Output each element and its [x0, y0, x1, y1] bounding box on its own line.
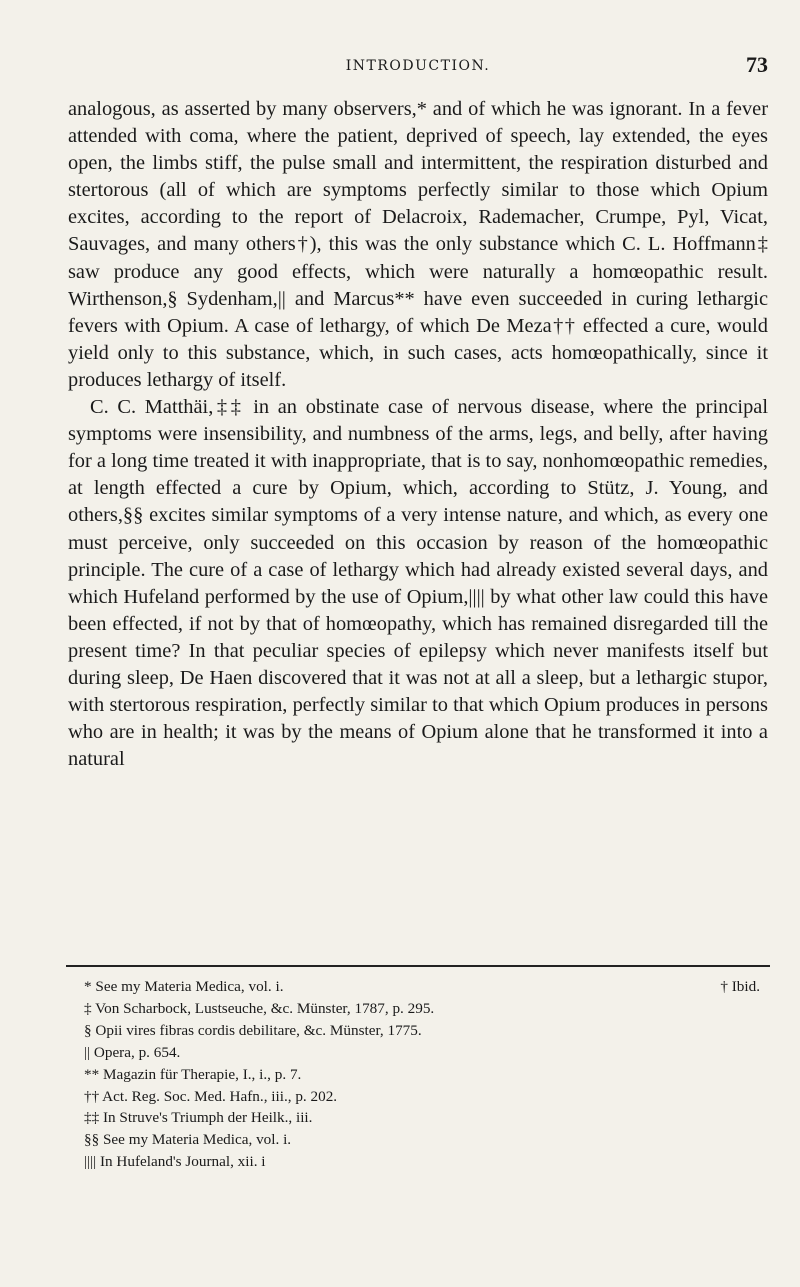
footnote-4: § Opii vires fibras cordis debilitare, &c. Münster, 1775.: [84, 1021, 422, 1039]
footnote-9: §§ See my Materia Medica, vol. i.: [84, 1131, 292, 1149]
running-title: INTRODUCTION.: [345, 58, 491, 74]
footnote-3: ‡ Von Scharbock, Lustseuche, &c. Münster, 1787, p. 295.: [84, 999, 435, 1017]
footnote-5: || Opera, p. 654.: [84, 1043, 181, 1061]
paragraph-2: C. C. Matthäi,‡‡ in an obstinate case of nervous disease, where the principal symptoms were insensibility, and numbness of the arms, legs, and belly, after having for a long time treated it with inappropriate, that is to say, nonhomœopathic remedies, at length effected a cure by Opium, which, according to Stütz, J. Young, and others,§§ excites similar symptoms of a very intense nature, and which, as every one must perceive, only succeeded on this occasion by reason of the homœopathic principle. The cure of a case of lethargy which had already existed several days, and which Hufeland performed by the use of Opium,|||| by what other law could this have been effected, if not by that of homœopathy, which has remained disregarded till the present time? In that peculiar species of epilepsy which never manifests itself but during sleep, De Haen discovered that it was not at all a sleep, but a lethargic stupor, with stertorous respiration, perfectly similar to that which Opium produces in persons who are in health; it was by the means of Opium alone that he transformed it into a natural: [68, 396, 768, 771]
footnote-1: [84, 976, 770, 998]
footnotes: [84, 976, 770, 1173]
footnote-divider: [66, 965, 770, 967]
page-header: [68, 52, 768, 82]
footnote-10: |||| In Hufeland's Journal, xii. i: [84, 1153, 266, 1171]
footnote-6: ** Magazin für Therapie, I., i., p. 7.: [84, 1065, 302, 1083]
page-number: 73: [746, 52, 768, 77]
body-text: [68, 96, 768, 773]
footnote-2-text: † Ibid.: [720, 978, 760, 995]
footnote-1-text: * See my Materia Medica, vol. i.: [84, 978, 284, 995]
footnote-7: †† Act. Reg. Soc. Med. Hafn., iii., p. 202.: [84, 1087, 338, 1105]
footnote-8: ‡‡ In Struve's Triumph der Heilk., iii.: [84, 1109, 313, 1127]
paragraph-1: analogous, as asserted by many observers,* and of which he was ignorant. In a fever attended with coma, where the patient, deprived of speech, lay extended, the eyes open, the limbs stiff, the pulse small and intermittent, the respiration disturbed and stertorous (all of which are symptoms perfectly similar to those which Opium excites, according to the report of Delacroix, Rademacher, Crumpe, Pyl, Vicat, Sauvages, and many others†), this was the only substance which C. L. Hoffmann‡ saw produce any good effects, which were naturally a homœopathic result. Wirthenson,§ Sydenham,|| and Marcus** have even succeeded in curing lethargic fevers with Opium. A case of lethargy, of which De Meza†† effected a cure, would yield only to this substance, which, in such cases, acts homœopathically, since it produces lethargy of itself.: [68, 98, 768, 391]
